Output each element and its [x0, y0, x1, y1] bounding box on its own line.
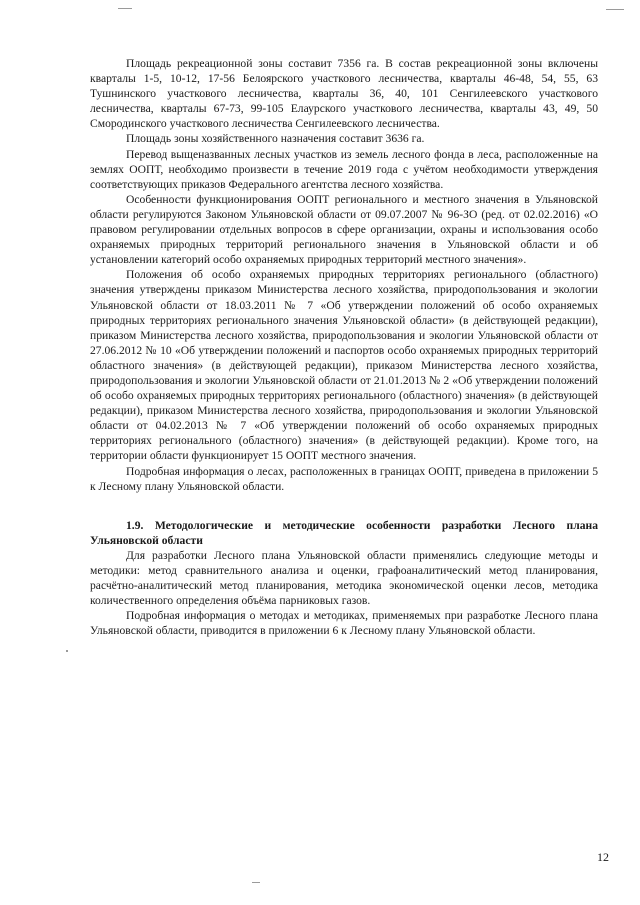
paragraph-recreation-zone: Площадь рекреационной зоны составит 7356 га. В состав рекреационной зоны включены кварталы 1-5, 10-12, 17-56 Белоярского участкового лесничества, кварталы 46-48, 54, 55, 63 Тушнинского участкового лесничества, кварталы 36, 40, 101 Сенгилеевского участкового лесничества, кварталы 67-73, 99-105 Елаурского участкового лесничества, кварталы 43, 49, 50 Смородинского участкового лесничества Сенгилеевского лесничества.: [90, 57, 598, 131]
paragraph-methods: Для разработки Лесного плана Ульяновской области применялись следующие методы и методики: метод сравнительного анализа и оценки, графоаналитический метод планирования, расчётно-аналитический метод планирования, методика экономической оценки лесов, методика количественного определения объёма парниковых газов.: [90, 548, 598, 608]
scan-artifact-bottom: [252, 882, 260, 883]
paragraph-regulations: Положения об особо охраняемых природных территориях регионального (областного) значения утверждены приказом Министерства лесного хозяйства, природопользования и экологии Ульяновской области от 18.03.2011 № 7 «Об утверждении положений об особо охраняемых природных территориях регионального значения Ульяновской области» (в действующей редакции), приказом Министерства лесного хозяйства, природопользования и экологии Ульяновской области от 27.06.2012 № 10 «Об утверждении положений и паспортов особо охраняемых природных территорий областного значения» (в действующей редакции), приказом Министерства лесного хозяйства, природопользования и экологии Ульяновской области от 21.01.2013 № 2 «Об утверждении положений об особо охраняемых природных территориях регионального (областного) значения» (в действующей редакции), приказом Министерства лесного хозяйства, природопользования и экологии Ульяновской области от 04.02.2013 № 7 «Об утверждении положений об особо охраняемых природных территориях регионального (областного) значения» (в действующей редакции). Кроме того, на территории области функционирует 15 ООПТ местного значения.: [90, 268, 598, 463]
scan-artifact-dot: [66, 650, 68, 652]
paragraph-land-transfer: Перевод выщеназванных лесных участков из земель лесного фонда в леса, расположенные на землях ООПТ, необходимо произвести в течение 2019 года с учётом необходимости утверждения соответствующих приказов Федерального агентства лесного хозяйства.: [90, 147, 598, 191]
section-heading: 1.9. Методологические и методические особенности разработки Лесного плана Ульяновской области: [90, 518, 598, 547]
paragraph-economic-zone: Площадь зоны хозяйственного назначения составит 3636 га.: [126, 132, 425, 146]
scan-artifact-top-left: [118, 8, 132, 9]
page-number: 12: [597, 850, 609, 864]
document-page: [90, 56, 598, 638]
scan-artifact-top-right: [606, 9, 624, 10]
paragraph-appendix-5: Подробная информация о лесах, расположенных в границах ООПТ, приведена в приложении 5 к Лесному плану Ульяновской области.: [90, 464, 598, 493]
paragraph-regional-law: Особенности функционирования ООПТ регионального и местного значения в Ульяновской области регулируются Законом Ульяновской области от 09.07.2007 № 96-ЗО (ред. от 02.02.2016) «О правовом регулировании отдельных вопросов в сфере организации, охраны и использования особо охраняемых природных территорий регионального значения в Ульяновской области и об установлении категорий особо охраняемых природных территорий местного значения».: [90, 192, 598, 267]
paragraph-appendix-6: Подробная информация о методах и методиках, применяемых при разработке Лесного плана Ульяновской области, приводится в приложении 6 к Лесному плану Ульяновской области.: [90, 609, 598, 638]
